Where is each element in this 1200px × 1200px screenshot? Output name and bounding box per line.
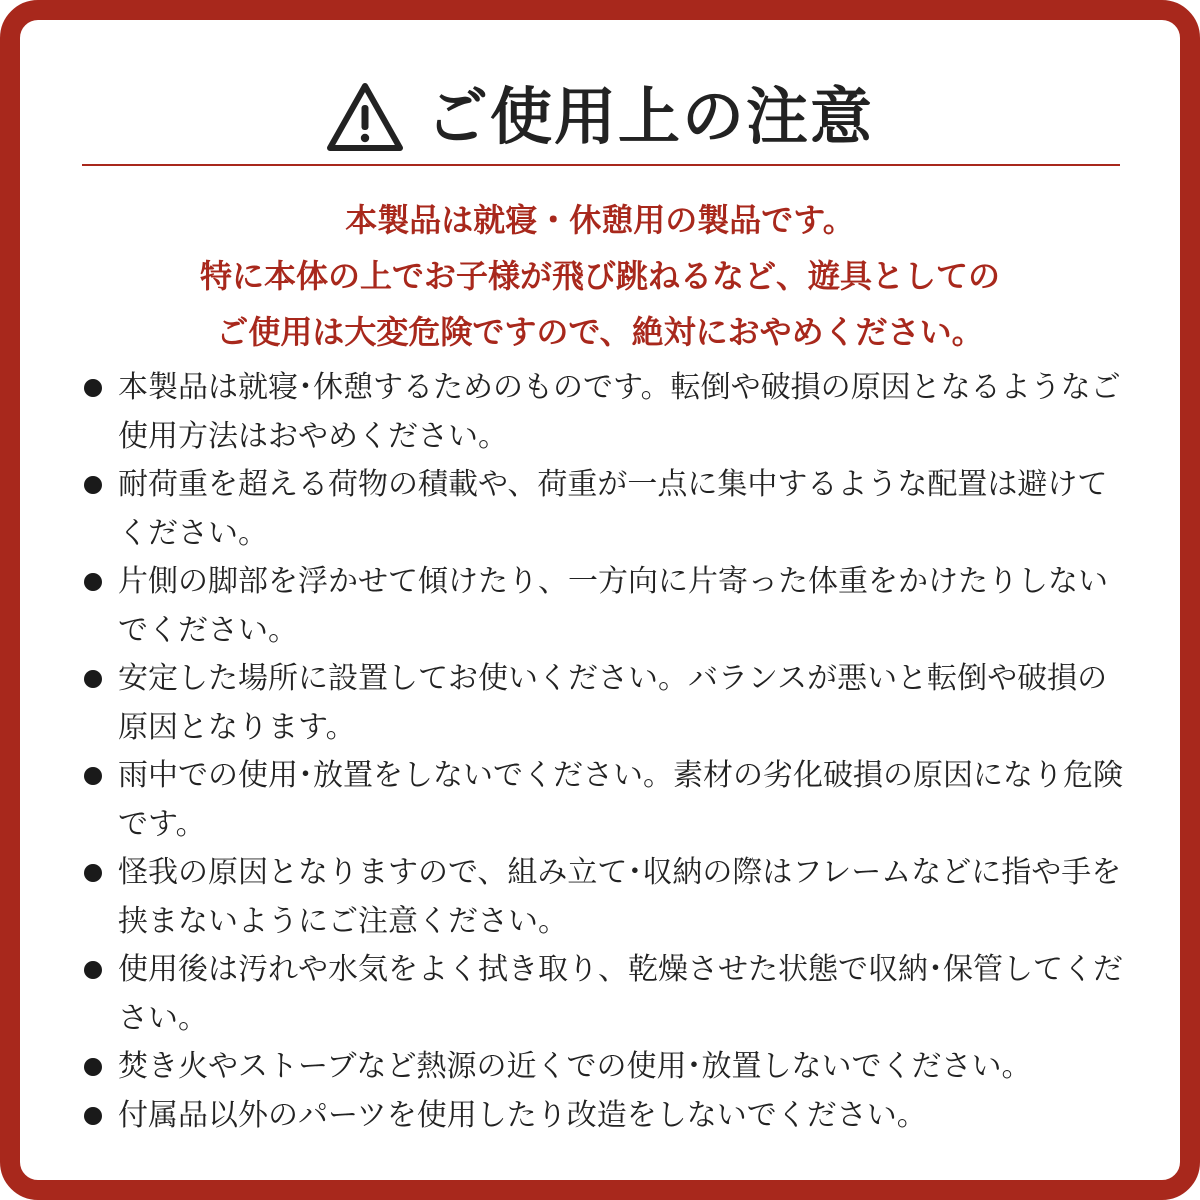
- bullet-dot-icon: [84, 767, 102, 785]
- list-item: [82, 1043, 1132, 1092]
- list-item: [82, 849, 1132, 946]
- caution-list: [82, 364, 1132, 1140]
- list-item: [82, 655, 1132, 752]
- lead-line: 本製品は就寝・休憩用の製品です。: [345, 201, 855, 239]
- notice-card: [20, 20, 1180, 1180]
- list-item: [82, 364, 1132, 461]
- bullet-dot-icon: [84, 864, 102, 882]
- header: [20, 72, 1180, 162]
- list-item: [82, 946, 1132, 1043]
- bullet-dot-icon: [84, 573, 102, 591]
- bullet-dot-icon: [84, 379, 102, 397]
- bullet-dot-icon: [84, 961, 102, 979]
- lead-line: ご使用は大変危険ですので、絶対におやめください。: [216, 313, 984, 351]
- bullet-dot-icon: [84, 670, 102, 688]
- list-item-text: 雨中での使用･放置をしないでください。素材の劣化破損の原因になり危険です。: [118, 758, 1123, 842]
- warning-triangle-icon: [326, 81, 404, 153]
- list-item-text: 片側の脚部を浮かせて傾けたり、一方向に片寄った体重をかけたりしないでください。: [118, 564, 1108, 648]
- bullet-dot-icon: [84, 476, 102, 494]
- bullet-dot-icon: [84, 1107, 102, 1125]
- list-item-text: 安定した場所に設置してお使いください。バランスが悪いと転倒や破損の原因となります。: [118, 661, 1108, 745]
- list-item-text: 付属品以外のパーツを使用したり改造をしないでください。: [118, 1097, 927, 1133]
- list-item: [82, 461, 1132, 558]
- divider: [82, 164, 1120, 166]
- lead-line: 特に本体の上でお子様が飛び跳ねるなど、遊具としての: [199, 257, 1000, 295]
- list-item-text: 耐荷重を超える荷物の積載や、荷重が一点に集中するような配置は避けてください。: [118, 467, 1108, 551]
- list-item: [82, 558, 1132, 655]
- list-item: [82, 752, 1132, 849]
- bullet-dot-icon: [84, 1058, 102, 1076]
- list-item-text: 怪我の原因となりますので、組み立て･収納の際はフレームなどに指や手を挟まないようにご注意ください。: [118, 855, 1122, 939]
- list-item-text: 本製品は就寝･休憩するためのものです。転倒や破損の原因となるようなご使用方法はおやめください。: [118, 370, 1121, 454]
- page-title: ご使用上の注意: [425, 80, 874, 153]
- list-item-text: 焚き火やストーブなど熱源の近くでの使用･放置しないでください。: [118, 1049, 1032, 1084]
- list-item-text: 使用後は汚れや水気をよく拭き取り、乾燥させた状態で収納･保管してください。: [118, 952, 1123, 1036]
- list-item: [82, 1092, 1132, 1141]
- lead-warning: [20, 192, 1180, 360]
